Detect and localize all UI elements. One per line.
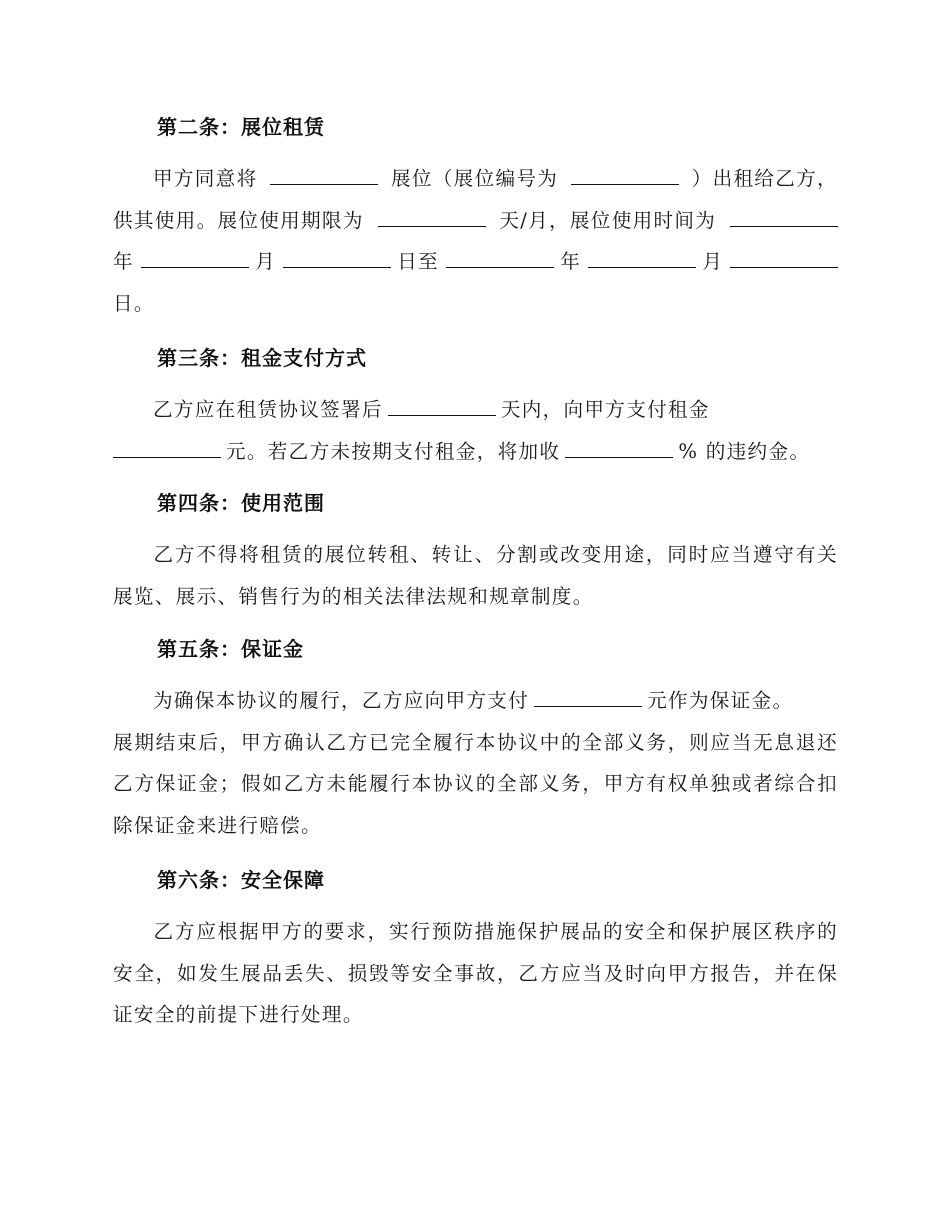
blank-booth-number[interactable]: [571, 166, 679, 185]
blank-penalty-percent[interactable]: [565, 439, 673, 458]
blank-end-day[interactable]: [730, 249, 838, 268]
article-3-text-3: 元。若乙方未按期支付租金，将加收: [226, 439, 561, 463]
article-5-rest: 展期结束后，甲方确认乙方已完全履行本协议中的全部义务，则应当无息退还乙方保证金；假如乙方未能履行本协议的全部义务，甲方有权单独或者综合扣除保证金来进行赔偿。: [113, 730, 838, 837]
article-4-heading: 第四条：使用范围: [157, 491, 325, 515]
article-2-line-4: 日。: [113, 291, 155, 315]
article-2-heading: 第二条：展位租赁: [157, 115, 325, 139]
article-3-text-1: 乙方应在租赁协议签署后: [153, 398, 383, 421]
article-2-text-4: 供其使用。展位使用期限为: [113, 208, 364, 232]
article-2-text-3: ）出租给乙方，: [691, 167, 838, 190]
article-3-line-1: [113, 389, 838, 431]
article-3-text-2: 天内，向甲方支付租金: [500, 398, 710, 421]
blank-rental-period[interactable]: [378, 208, 486, 227]
article-5-body: [113, 680, 838, 846]
article-2-text-7: 月: [255, 250, 277, 273]
blank-rent-amount[interactable]: [113, 439, 221, 458]
article-2-line-2: [113, 200, 838, 242]
article-2-line-3: [113, 241, 838, 283]
article-3-body: [113, 389, 838, 472]
article-3-heading: 第三条：租金支付方式: [157, 346, 367, 370]
article-2-text-1: 甲方同意将: [153, 167, 258, 190]
article-2-body: [113, 158, 838, 324]
article-6-body: [113, 911, 838, 1036]
blank-booth-name[interactable]: [270, 166, 378, 185]
article-4-body: [113, 534, 838, 617]
blank-payment-days[interactable]: [388, 397, 496, 416]
article-6-heading: 第六条：安全保障: [157, 868, 325, 892]
article-6-text: 乙方应根据甲方的要求，实行预防措施保护展品的安全和保护展区秩序的安全，如发生展品丢失、损毁等安全事故，乙方应当及时向甲方报告，并在保证安全的前提下进行处理。: [113, 920, 838, 1026]
blank-end-year[interactable]: [446, 249, 554, 268]
article-2-line-1: [113, 158, 838, 200]
article-2-text-9: 年: [560, 250, 582, 273]
article-5-heading: 第五条：保证金: [157, 637, 304, 661]
article-2-text-10: 月: [702, 250, 724, 273]
blank-deposit-amount[interactable]: [534, 688, 642, 707]
article-3-text-4: % 的违约金。: [678, 439, 811, 463]
article-5-text-2: 元作为保证金。: [647, 689, 794, 712]
blank-start-day[interactable]: [283, 249, 391, 268]
article-3-line-2: [113, 431, 838, 473]
article-2-text-5: 天/月，展位使用时间为: [499, 208, 717, 232]
article-2-text-8: 日至: [397, 250, 440, 273]
article-4-text: 乙方不得将租赁的展位转租、转让、分割或改变用途，同时应当遵守有关展览、展示、销售行为的相关法律法规和规章制度。: [113, 543, 838, 608]
blank-end-month[interactable]: [588, 249, 696, 268]
article-2-text-6: 年: [113, 250, 134, 273]
blank-start-year[interactable]: [730, 208, 838, 227]
blank-start-month[interactable]: [141, 249, 249, 268]
article-5-text-1: 为确保本协议的履行，乙方应向甲方支付: [153, 689, 530, 712]
article-2-text-2: 展位（展位编号为: [391, 167, 559, 190]
article-5-line-1: [113, 680, 838, 722]
